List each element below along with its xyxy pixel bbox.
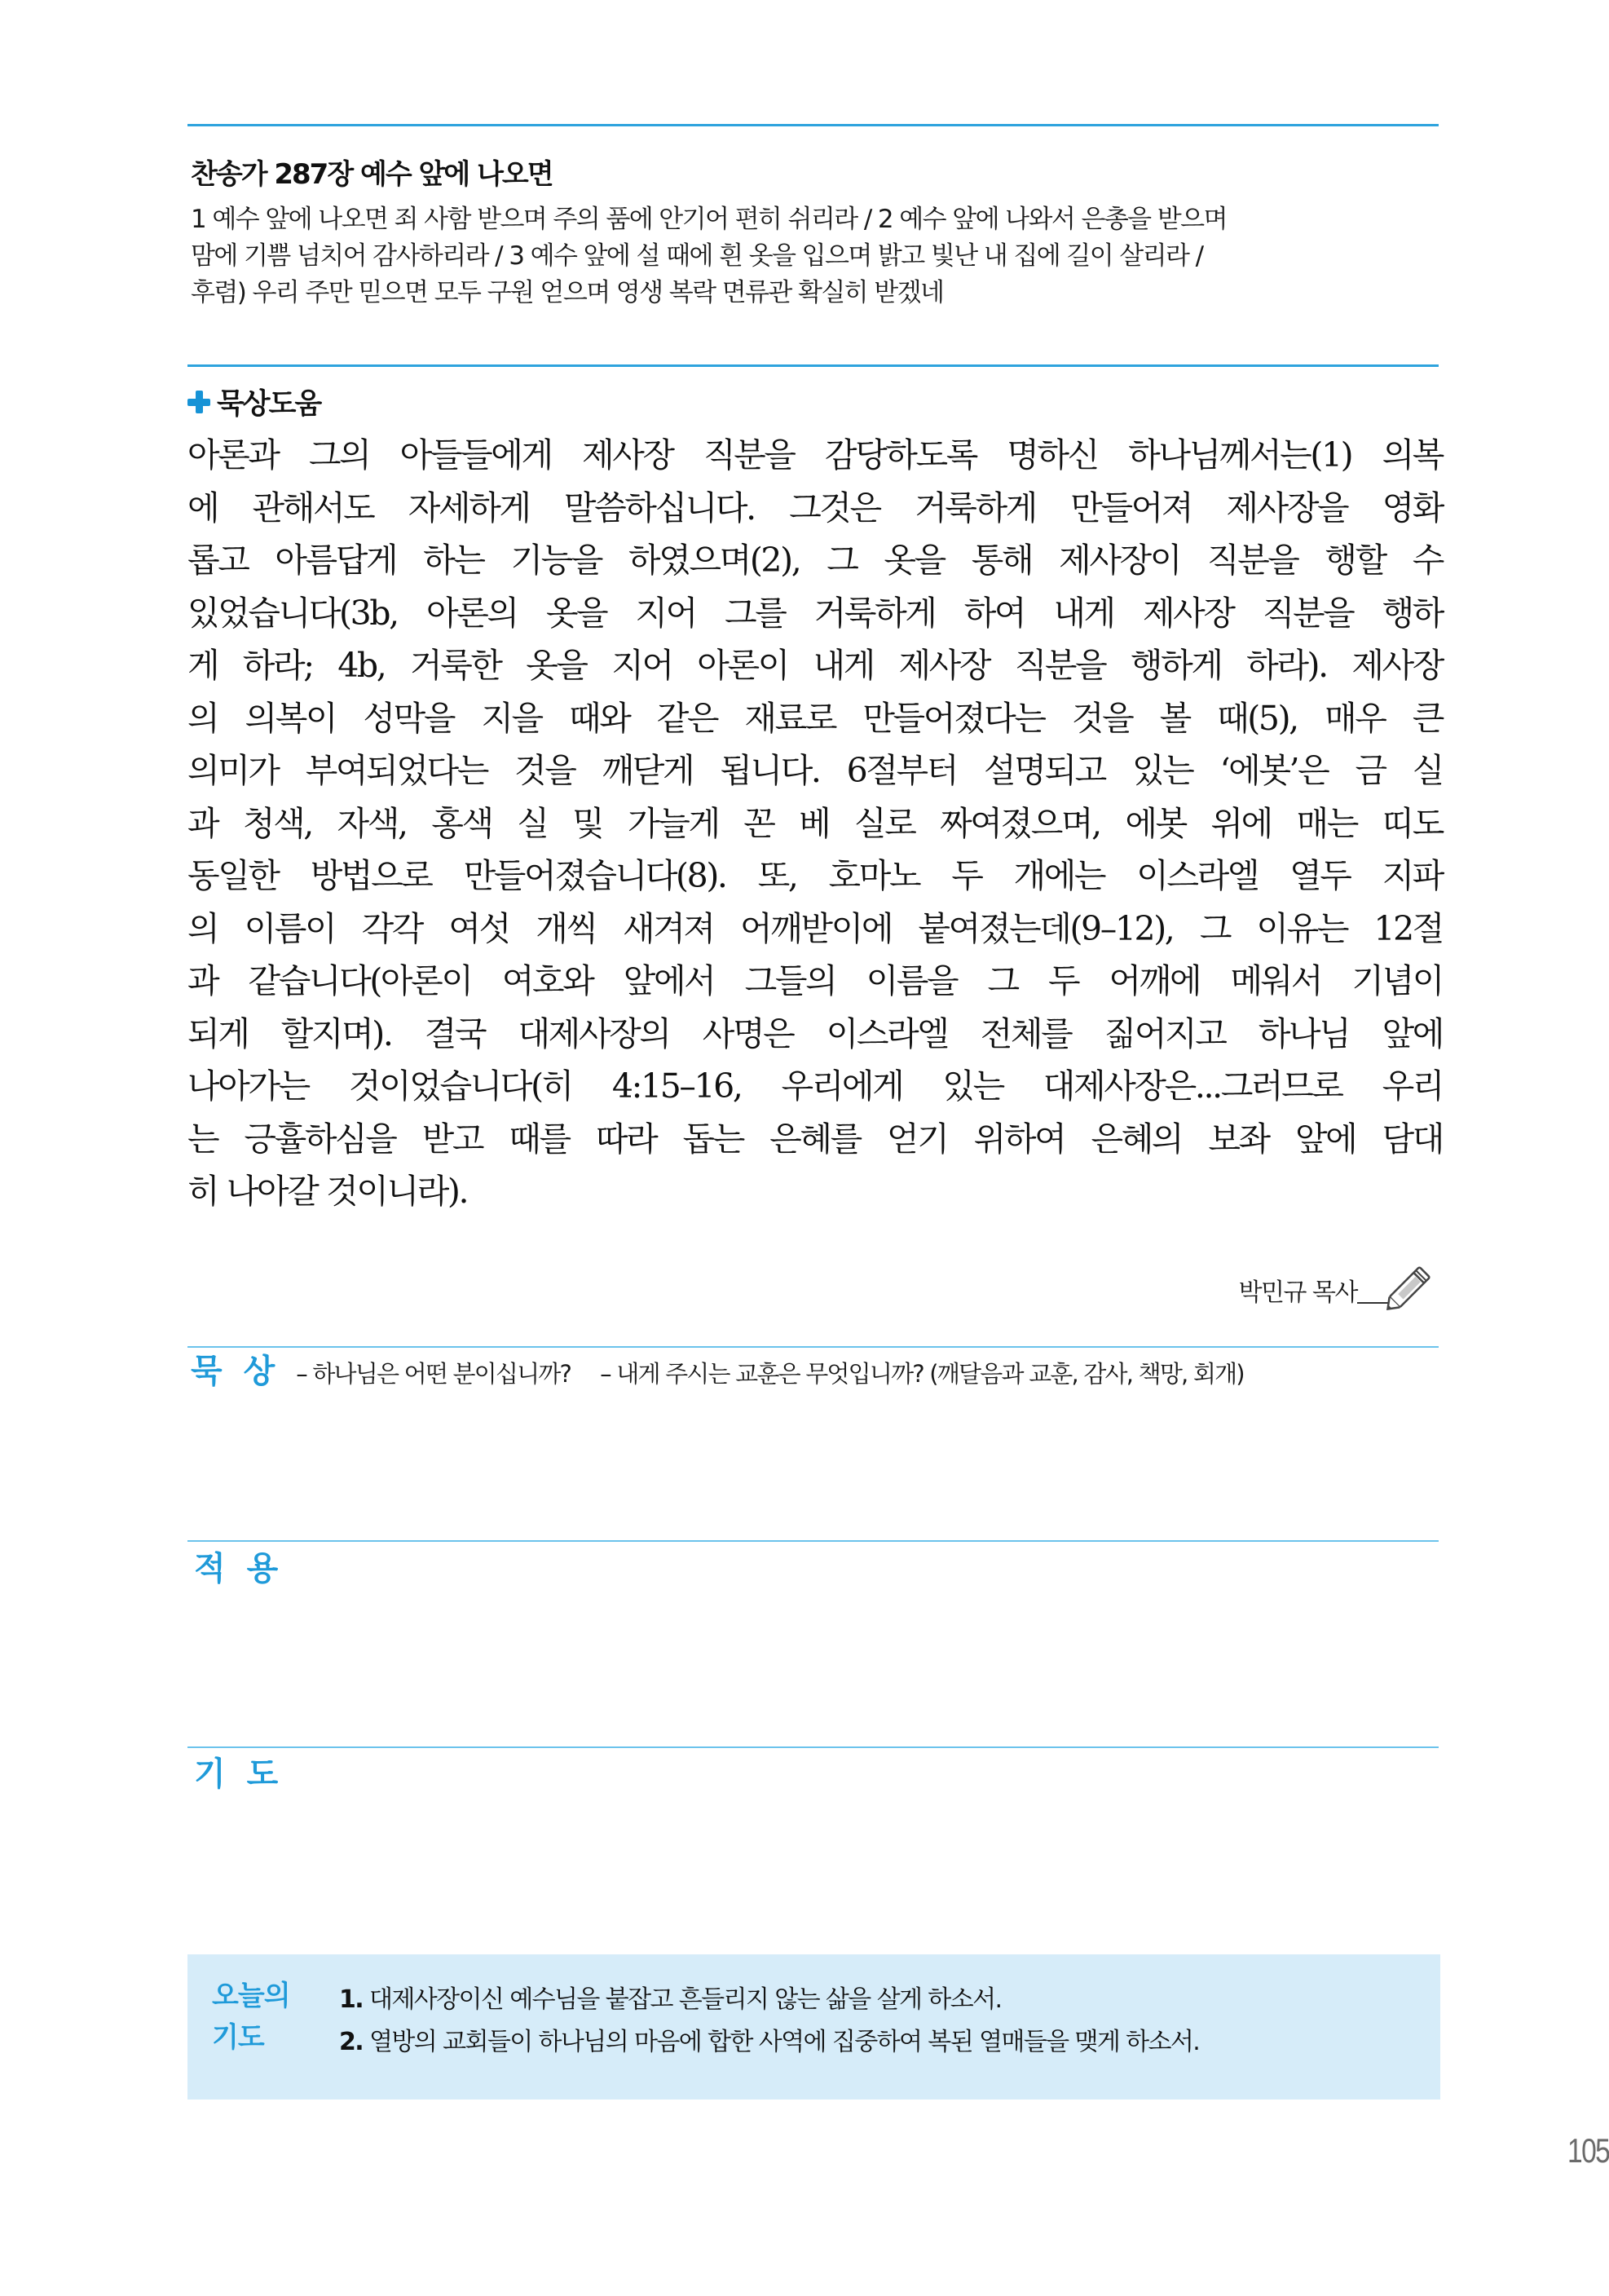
devotional-page [187,0,1609,2296]
prayer-item [339,1979,1199,2021]
body-line: 아론과 그의 아들들에게 제사장 직분을 감당하도록 명하신 하나님께서는(1) 의복 [187,435,1443,475]
body-line: 되게 할지며). 결국 대제사장의 사명은 이스라엘 전체를 짊어지고 하나님 앞에 [187,1013,1443,1053]
meditation-question: – 하나님은 어떤 분이십니까? [296,1360,571,1388]
meditation-help-heading [187,382,320,422]
prayer-item-text: 열방의 교회들이 하나님의 마음에 합한 사역에 집중하여 복된 열매들을 맺게 하소서. [369,2028,1200,2056]
prayer-item-number: 2. [339,2028,364,2056]
meditation-label: 묵 상 [191,1353,280,1390]
body-line: 히 나아갈 것이니라). [187,1172,468,1211]
body-line: 게 하라; 4b, 거룩한 옷을 지어 아론이 내게 제사장 직분을 행하게 하라). 제사장 [187,646,1443,685]
prayer-item-text: 대제사장이신 예수님을 붙잡고 흔들리지 않는 삶을 살게 하소서. [369,1985,1002,2014]
application-divider [187,1540,1439,1542]
plus-icon [187,391,210,413]
prayer-label: 기 도 [194,1755,284,1793]
body-line: 있었습니다(3b, 아론의 옷을 지어 그를 거룩하게 하여 내게 제사장 직분을 행하 [187,593,1443,633]
body-line: 에 관해서도 자세하게 말씀하십니다. 그것은 거룩하게 만들어져 제사장을 영화 [187,488,1443,528]
meditation-question: – 내게 주시는 교훈은 무엇입니까? (깨달음과 교훈, 감사, 책망, 회개) [600,1360,1244,1388]
application-label: 적 용 [194,1550,284,1587]
top-divider [187,124,1439,126]
todays-prayer-label [212,1976,290,2059]
meditation-help-body [187,429,1443,1218]
todays-prayer-list [339,1979,1199,2064]
body-line: 동일한 방법으로 만들어졌습니다(8). 또, 호마노 두 개에는 이스라엘 열두 지파 [187,856,1443,895]
body-line: 과 청색, 자색, 홍색 실 및 가늘게 꼰 베 실로 짜여졌으며, 에봇 위에 매는 띠도 [187,803,1443,843]
meditation-row [191,1345,1244,1392]
prayer-item [339,2021,1199,2064]
hymn-bottom-divider [187,364,1439,367]
hymn-title: 찬송가 287장 예수 앞에 나오면 [191,158,553,191]
body-line: 의미가 부여되었다는 것을 깨닫게 됩니다. 6절부터 설명되고 있는 ‘에봇’은 금 실 [187,751,1443,790]
page-number: 105 [1567,2131,1609,2170]
body-line: 과 같습니다(아론이 여호와 앞에서 그들의 이름을 그 두 어깨에 메워서 기념이 [187,961,1443,1000]
prayer-divider [187,1746,1439,1748]
body-line: 나아가는 것이었습니다(히 4:15–16, 우리에게 있는 대제사장은...그러므로 우리 [187,1066,1443,1106]
body-line: 의 이름이 각각 여섯 개씩 새겨져 어깨받이에 붙여졌는데(9–12), 그 이유는 12절 [187,908,1443,948]
body-line: 는 긍휼하심을 받고 때를 따라 돕는 은혜를 얻기 위하여 은혜의 보좌 앞에 담대 [187,1119,1443,1159]
pencil-icon [1388,1260,1439,1307]
meditation-help-title: 묵상도움 [217,388,321,421]
prayer-item-number: 1. [339,1985,364,2014]
todays-prayer-box [187,1954,1440,2100]
hymn-lyrics-line: 맘에 기쁨 넘치어 감사하리라 / 3 예수 앞에 설 때에 흰 옷을 입으며 밝고 빛난 내 집에 길이 살리라 / [191,241,1203,271]
hymn-lyrics-line: 1 예수 앞에 나오면 죄 사함 받으며 주의 품에 안기어 편히 쉬리라 / 2 예수 앞에 나와서 은총을 받으며 [191,205,1227,234]
author-name: 박민규 목사 [1238,1278,1357,1307]
todays-prayer-label-line: 오늘의 [212,1980,290,2012]
hymn-lyrics [191,201,1442,311]
todays-prayer-label-line: 기도 [212,2021,264,2054]
body-line: 의 의복이 성막을 지을 때와 같은 재료로 만들어졌다는 것을 볼 때(5), 매우 큰 [187,698,1443,738]
body-line: 롭고 아름답게 하는 기능을 하였으며(2), 그 옷을 통해 제사장이 직분을 행할 수 [187,541,1443,580]
signature-line [1357,1302,1388,1304]
author-signature [1239,1260,1439,1307]
hymn-lyrics-line: 후렴) 우리 주만 믿으면 모두 구원 얻으며 영생 복락 면류관 확실히 받겠네 [191,278,944,307]
